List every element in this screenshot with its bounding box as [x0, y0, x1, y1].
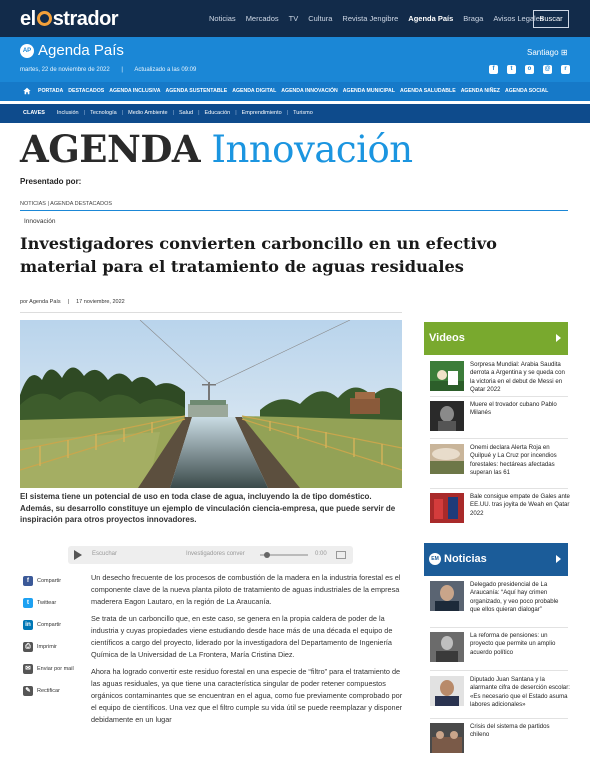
video-item[interactable]	[430, 361, 570, 395]
cat-agenda-digital[interactable]: AGENDA DIGITAL	[232, 88, 277, 94]
news-item[interactable]	[430, 723, 570, 753]
agenda-innovacion-banner	[20, 127, 413, 171]
tag-turismo[interactable]: Turismo	[293, 110, 313, 116]
header-date: martes, 22 de noviembre de 2022	[20, 67, 110, 73]
audio-player	[68, 546, 353, 564]
video-thumbnail	[430, 401, 464, 431]
nav-item-tv[interactable]: TV	[288, 14, 299, 23]
byline-separator: |	[67, 299, 70, 305]
news-thumbnail	[430, 723, 464, 753]
breadcrumb-divider	[20, 210, 568, 211]
sidebar-divider	[430, 670, 568, 671]
sidebar-divider	[430, 627, 568, 628]
site-logo[interactable]: el strador	[20, 8, 119, 30]
video-item[interactable]	[430, 444, 570, 478]
article-byline	[20, 299, 125, 305]
cat-agenda-sustentable[interactable]: AGENDA SUSTENTABLE	[165, 88, 228, 94]
share-print[interactable]	[23, 642, 57, 652]
cat-agenda-saludable[interactable]: AGENDA SALUDABLE	[399, 88, 456, 94]
mail-icon: ✉	[23, 664, 33, 674]
nav-item-revista-jengibre[interactable]: Revista Jengibre	[342, 14, 399, 23]
nav-item-noticias[interactable]: Noticias	[209, 14, 236, 23]
chevron-right-icon	[556, 334, 561, 342]
share-label: Enviar por mail	[37, 666, 74, 672]
tag-tecnologia[interactable]: Tecnología	[90, 110, 117, 116]
home-icon[interactable]	[23, 87, 31, 95]
audio-source: Investigadores conver	[186, 551, 245, 557]
location-selector[interactable]	[527, 48, 568, 57]
nav-item-cultura[interactable]: Cultura	[308, 14, 333, 23]
article-headline: Investigadores convierten carboncillo en un efectivo material para el tratamiento de aguas residuales	[20, 234, 497, 276]
agenda-pais-title[interactable]: Agenda País	[38, 42, 124, 59]
cat-agenda-inclusiva[interactable]: AGENDA INCLUSIVA	[109, 88, 161, 94]
video-title: Bale consigue empate de Gales ante EE.UU. tras joyita de Weah en Qatar 2022	[470, 493, 570, 517]
tag-medio-ambiente[interactable]: Medio Ambiente	[128, 110, 168, 116]
article-body	[91, 572, 407, 731]
news-headline: La reforma de pensiones: un proyecto que permite un amplio acuerdo político	[470, 632, 556, 656]
location-label: Santiago	[527, 48, 559, 57]
share-label: Imprimir	[37, 644, 57, 650]
logo-o-mark	[37, 11, 52, 26]
video-thumbnail	[430, 493, 464, 523]
share-label: Twittear	[37, 600, 57, 606]
article-author[interactable]: por Agenda País	[20, 299, 61, 305]
sidebar-divider	[430, 396, 568, 397]
share-rectify[interactable]	[23, 686, 60, 696]
videos-section-header[interactable]	[424, 322, 568, 355]
share-label: Rectificar	[37, 688, 60, 694]
cat-agenda-municipal[interactable]: AGENDA MUNICIPAL	[342, 88, 395, 94]
breadcrumb[interactable]: NOTICIAS | AGENDA DESTACADOS	[20, 201, 113, 207]
location-grid-icon: ⊞	[560, 48, 568, 57]
mail-icon[interactable]: @	[544, 66, 551, 72]
header-date-line	[20, 67, 196, 73]
news-headline: Diputado Juan Santana y la alarmante cifra de deserción escolar: «Es necesario que el Estado asuma labores adicionales»	[470, 676, 570, 709]
search-button[interactable]: Buscar	[533, 10, 569, 28]
cat-agenda-social[interactable]: AGENDA SOCIAL	[504, 88, 549, 94]
tag-emprendimiento[interactable]: Emprendimiento	[241, 110, 282, 116]
news-headline: Crisis del sistema de partidos chileno	[470, 723, 550, 739]
tag-separator: |	[286, 110, 289, 116]
news-item[interactable]	[430, 632, 570, 662]
tag-salud[interactable]: Salud	[179, 110, 194, 116]
cat-portada[interactable]: PORTADA	[38, 88, 64, 94]
news-title: Noticias	[444, 553, 487, 565]
share-label: Compartir	[37, 578, 62, 584]
article-date: 17 noviembre, 2022	[76, 299, 125, 305]
video-item[interactable]	[430, 401, 570, 431]
article-section-label[interactable]: Innovación	[24, 218, 56, 225]
instagram-icon[interactable]: o	[525, 65, 534, 74]
cat-destacados[interactable]: DESTACADOS	[68, 88, 105, 94]
article-paragraph: Se trata de un carboncillo que, en este caso, se genera en la propia caldera de poder de la industria y cuyas propiedades viene estudiando desde hace más de una década el equipo de científicos a cargo del proyecto, liderado por la investigadora del Departamento de Ingeniería Química de la Universidad de La Frontera, María Cristina Diez.	[91, 614, 393, 659]
cat-agenda-ninez[interactable]: AGENDA NIÑEZ	[460, 88, 500, 94]
sidebar-divider	[430, 438, 568, 439]
secondary-category-bar	[0, 104, 590, 123]
share-label: Compartir	[37, 622, 62, 628]
linkedin-icon: in	[23, 620, 33, 630]
play-icon[interactable]	[74, 550, 82, 560]
tag-separator: |	[121, 110, 124, 116]
nav-item-braga[interactable]: Braga	[463, 14, 484, 23]
print-icon: ⎙	[23, 642, 33, 652]
article-photo	[20, 320, 402, 488]
nav-item-mercados[interactable]: Mercados	[245, 14, 279, 23]
audio-time: 0:00	[315, 551, 327, 557]
video-thumbnail	[430, 444, 464, 474]
video-thumbnail	[430, 361, 464, 391]
news-item[interactable]	[430, 581, 570, 615]
video-item[interactable]	[430, 493, 570, 523]
videos-title: Videos	[429, 332, 465, 344]
twitter-icon: t	[23, 598, 33, 608]
tag-educacion[interactable]: Educación	[204, 110, 231, 116]
tag-separator: |	[235, 110, 237, 116]
rss-icon[interactable]: r	[561, 65, 570, 74]
facebook-icon: f	[23, 576, 33, 586]
header-social-icons	[489, 65, 570, 74]
byline-divider	[20, 312, 402, 313]
primary-category-nav	[38, 88, 553, 94]
header-date-separator: |	[121, 67, 123, 73]
news-item[interactable]	[430, 676, 570, 710]
news-logo-icon: EM	[429, 553, 441, 565]
sidebar-divider	[430, 488, 568, 489]
edit-icon: ✎	[23, 686, 33, 696]
primary-category-bar	[0, 82, 590, 101]
chevron-right-icon	[556, 555, 561, 563]
news-thumbnail	[430, 676, 464, 706]
article-paragraph: Ahora ha logrado convertir este residuo forestal en una especie de “filtro” para el tratamiento de las aguas residuales, ya que tiene una característica singular de poder retener compuestos orgánicos contaminantes que se encuentran en el agua, como fue previamente comprobado por el equipo de científicos. Una vez que el filtro cumple su vida útil se puede reemplazar y disponer debidamente en un lugar	[91, 667, 403, 724]
share-linkedin[interactable]	[23, 620, 61, 630]
photo-caption: El sistema tiene un potencial de uso en toda clase de agua, incluyendo la de tipo doméstico. Además, su desarrollo constituye un ejemplo de vinculación ciencia-empresa, que puede servir de inspiración para otros proyectos innovadores.	[20, 492, 396, 524]
tag-separator: |	[198, 110, 200, 116]
agenda-pais-logo-icon: AP	[20, 44, 34, 58]
agenda-word: AGENDA	[20, 127, 201, 171]
top-nav	[209, 14, 554, 23]
audio-progress-handle[interactable]	[264, 552, 270, 558]
share-facebook[interactable]	[23, 576, 61, 586]
secondary-category-nav	[23, 110, 313, 116]
news-thumbnail	[430, 581, 464, 611]
share-mail[interactable]	[23, 664, 74, 674]
nav-item-avisos-legales[interactable]: Avisos Legales	[493, 14, 544, 23]
header-updated: Actualizado a las 09:09	[134, 67, 197, 73]
share-twitter[interactable]	[23, 598, 56, 608]
innovacion-word: Innovación	[211, 128, 413, 171]
tag-separator: |	[172, 110, 174, 116]
facebook-icon[interactable]: f	[489, 65, 498, 74]
tag-separator: |	[83, 110, 86, 116]
twitter-icon[interactable]: t	[507, 65, 516, 74]
sidebar-divider	[430, 718, 568, 719]
video-title: Muere el trovador cubano Pablo Milanés	[470, 401, 557, 417]
volume-icon[interactable]	[336, 551, 346, 559]
audio-label: Escuchar	[92, 551, 118, 557]
tag-inclusion[interactable]: Inclusión	[56, 110, 79, 116]
nav-item-agenda-pais[interactable]: Agenda País	[408, 14, 454, 23]
video-title: Onemi declara Alerta Roja en Quilpué y La Cruz por incendios forestales: hectáreas afectadas superan las 61	[470, 444, 557, 477]
cat-agenda-innovacion[interactable]: AGENDA INNOVACIÓN	[281, 88, 338, 94]
claves-label: CLAVES	[23, 110, 45, 116]
video-title: Sorpresa Mundial: Arabia Saudita derrota a Argentina y se queda con la victoria en el debut de Messi en Qatar 2022	[470, 361, 565, 394]
news-section-header[interactable]	[424, 543, 568, 576]
news-headline: Delegado presidencial de La Araucanía: “Aquí hay crimen organizado, y veo poco probable que ellos quieran dialogar”	[470, 581, 559, 614]
news-thumbnail	[430, 632, 464, 662]
presented-by-label: Presentado por:	[20, 177, 82, 186]
article-paragraph: Un desecho frecuente de los procesos de combustión de la madera en la industria forestal es el componente clave de la nueva planta piloto de tratamiento de aguas industriales de la empresa maderera Eagon Lautaro, en la región de La Araucanía.	[91, 573, 401, 606]
